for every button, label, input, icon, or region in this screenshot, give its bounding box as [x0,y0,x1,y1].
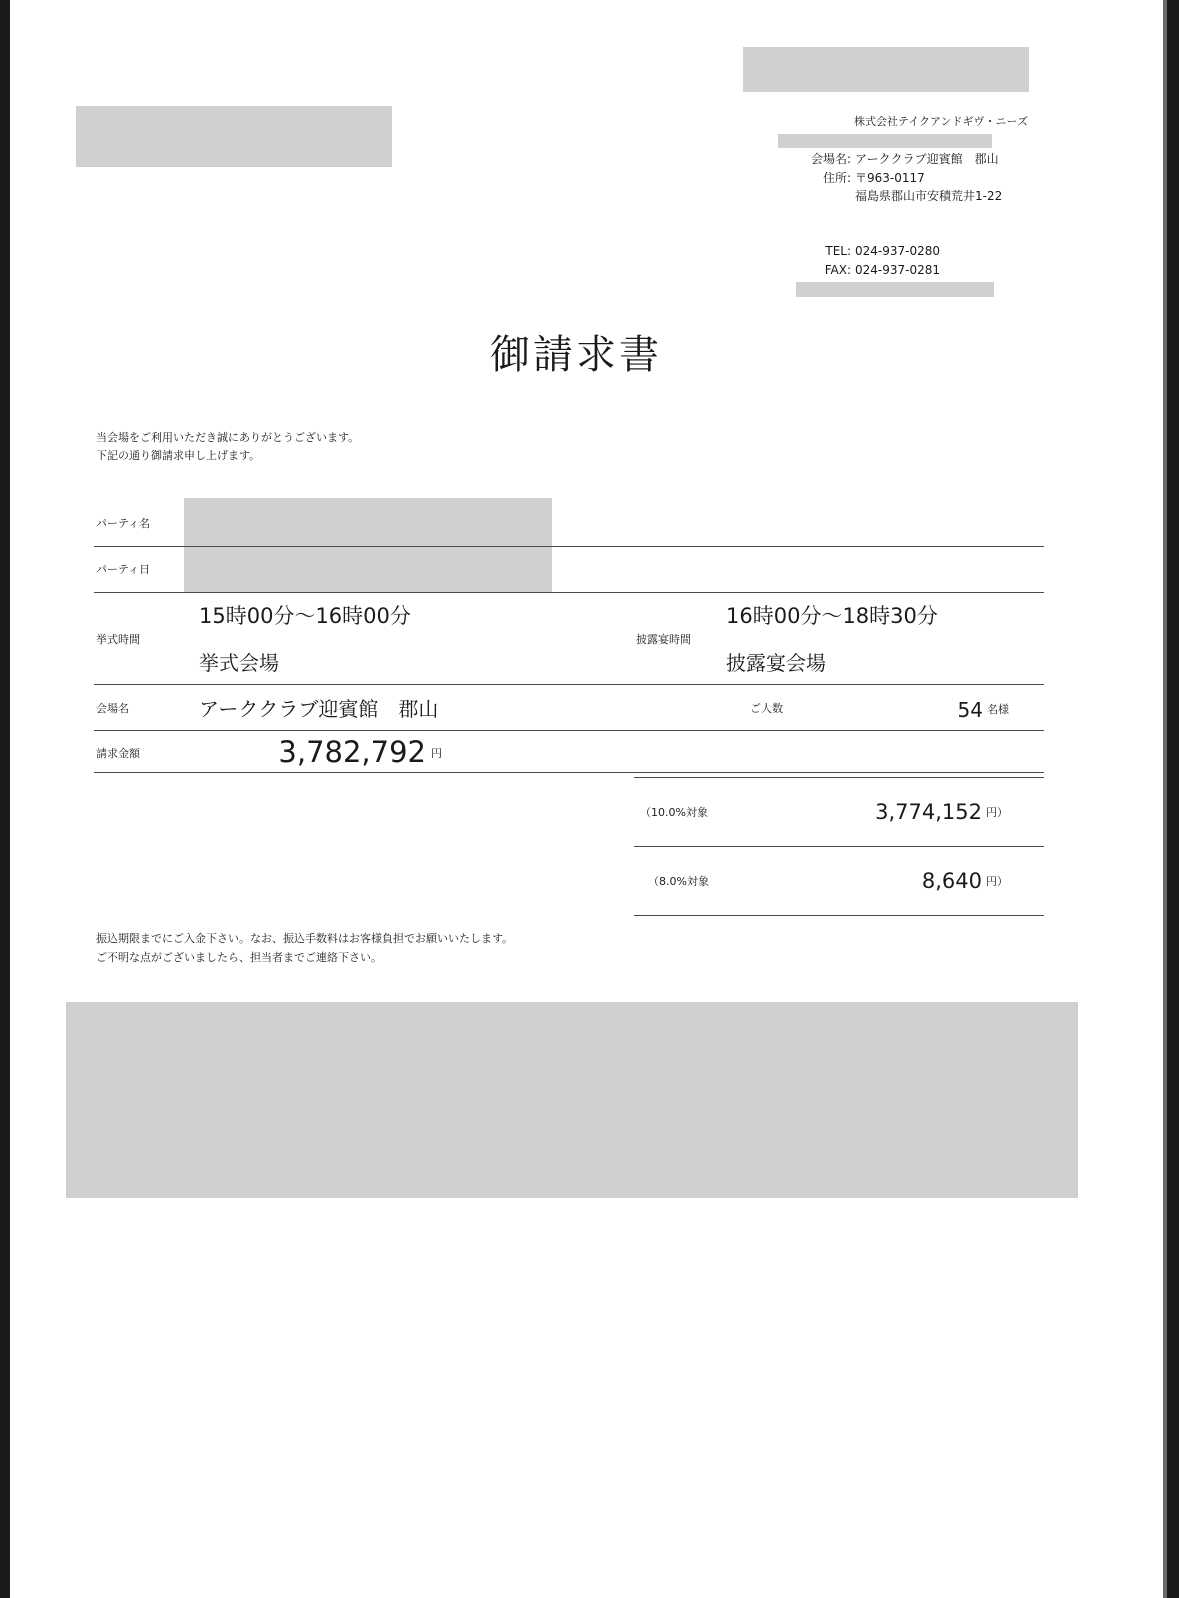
greeting-line-1: 当会場をご利用いただき誠にありがとうございます。 [96,431,360,444]
guests-label: ご人数 [750,702,783,715]
divider-tax-bottom [634,915,1044,916]
footer-note-line-2: ご不明な点がございましたら、担当者までご連絡下さい。 [96,951,382,964]
divider-amount [94,772,1044,773]
guests-value: 54 [957,698,983,722]
issuer-tel-label: TEL: [825,244,851,258]
tax-10-unit: 円） [986,806,1008,819]
ceremony-time-label: 挙式時間 [96,633,140,646]
tax-8-amount: 8,640 [921,869,982,893]
divider-venue [94,730,1044,731]
reception-time: 16時00分〜18時30分 [726,604,938,628]
issuer-fax-value: 024-937-0281 [855,263,941,277]
tax-10-label: （10.0%対象 [640,806,708,819]
issuer-address: 福島県郡山市安積荒井1-22 [855,189,1003,203]
amount-unit: 円 [431,747,442,760]
divider-party-date [94,592,1044,593]
issuer-tel-value: 024-937-0280 [855,244,941,258]
redacted-issue-info [743,47,1029,92]
tax-8-unit: 円） [986,875,1008,888]
reception-place: 披露宴会場 [726,651,826,675]
issuer-postal: 〒963-0117 [855,171,925,185]
venue-label: 会場名 [96,702,129,715]
issuer-address-label: 住所: [822,171,851,185]
issuer-venue-value: アーククラブ迎賓館 郡山 [855,152,999,166]
amount-label: 請求金額 [96,747,140,760]
issuer-company: 株式会社テイクアンドギヴ・ニーズ [853,115,1028,128]
ceremony-time: 15時00分〜16時00分 [199,604,411,628]
party-date-label: パーティ日 [96,563,151,576]
amount-value: 3,782,792 [278,735,426,769]
guests-unit: 名様 [987,703,1009,716]
document-title: 御請求書 [490,332,662,378]
divider-tax-mid [634,846,1044,847]
footer-note-line-1: 振込期限までにご入金下さい。なお、振込手数料はお客様負担でお願いいたします。 [96,932,514,945]
issuer-fax-label: FAX: [824,263,851,277]
redacted-contact-line [796,282,994,297]
tax-10-amount: 3,774,152 [875,800,982,824]
divider-party-name [94,546,1044,547]
redacted-recipient [76,106,392,167]
venue-value: アーククラブ迎賓館 郡山 [199,697,439,721]
greeting-line-2: 下記の通り御請求申し上げます。 [96,449,261,462]
scan-edge-right [1167,0,1179,1598]
issuer-venue-label: 会場名: [810,152,851,166]
reception-time-label: 披露宴時間 [636,633,691,646]
ceremony-place: 挙式会場 [199,651,279,675]
divider-tax-top [634,777,1044,778]
divider-times [94,684,1044,685]
redacted-bank-info [66,1002,1078,1198]
party-name-label: パーティ名 [96,517,151,530]
scan-edge-left [0,0,10,1598]
tax-8-label: （8.0%対象 [648,875,709,888]
redacted-issuer-line [778,134,992,148]
